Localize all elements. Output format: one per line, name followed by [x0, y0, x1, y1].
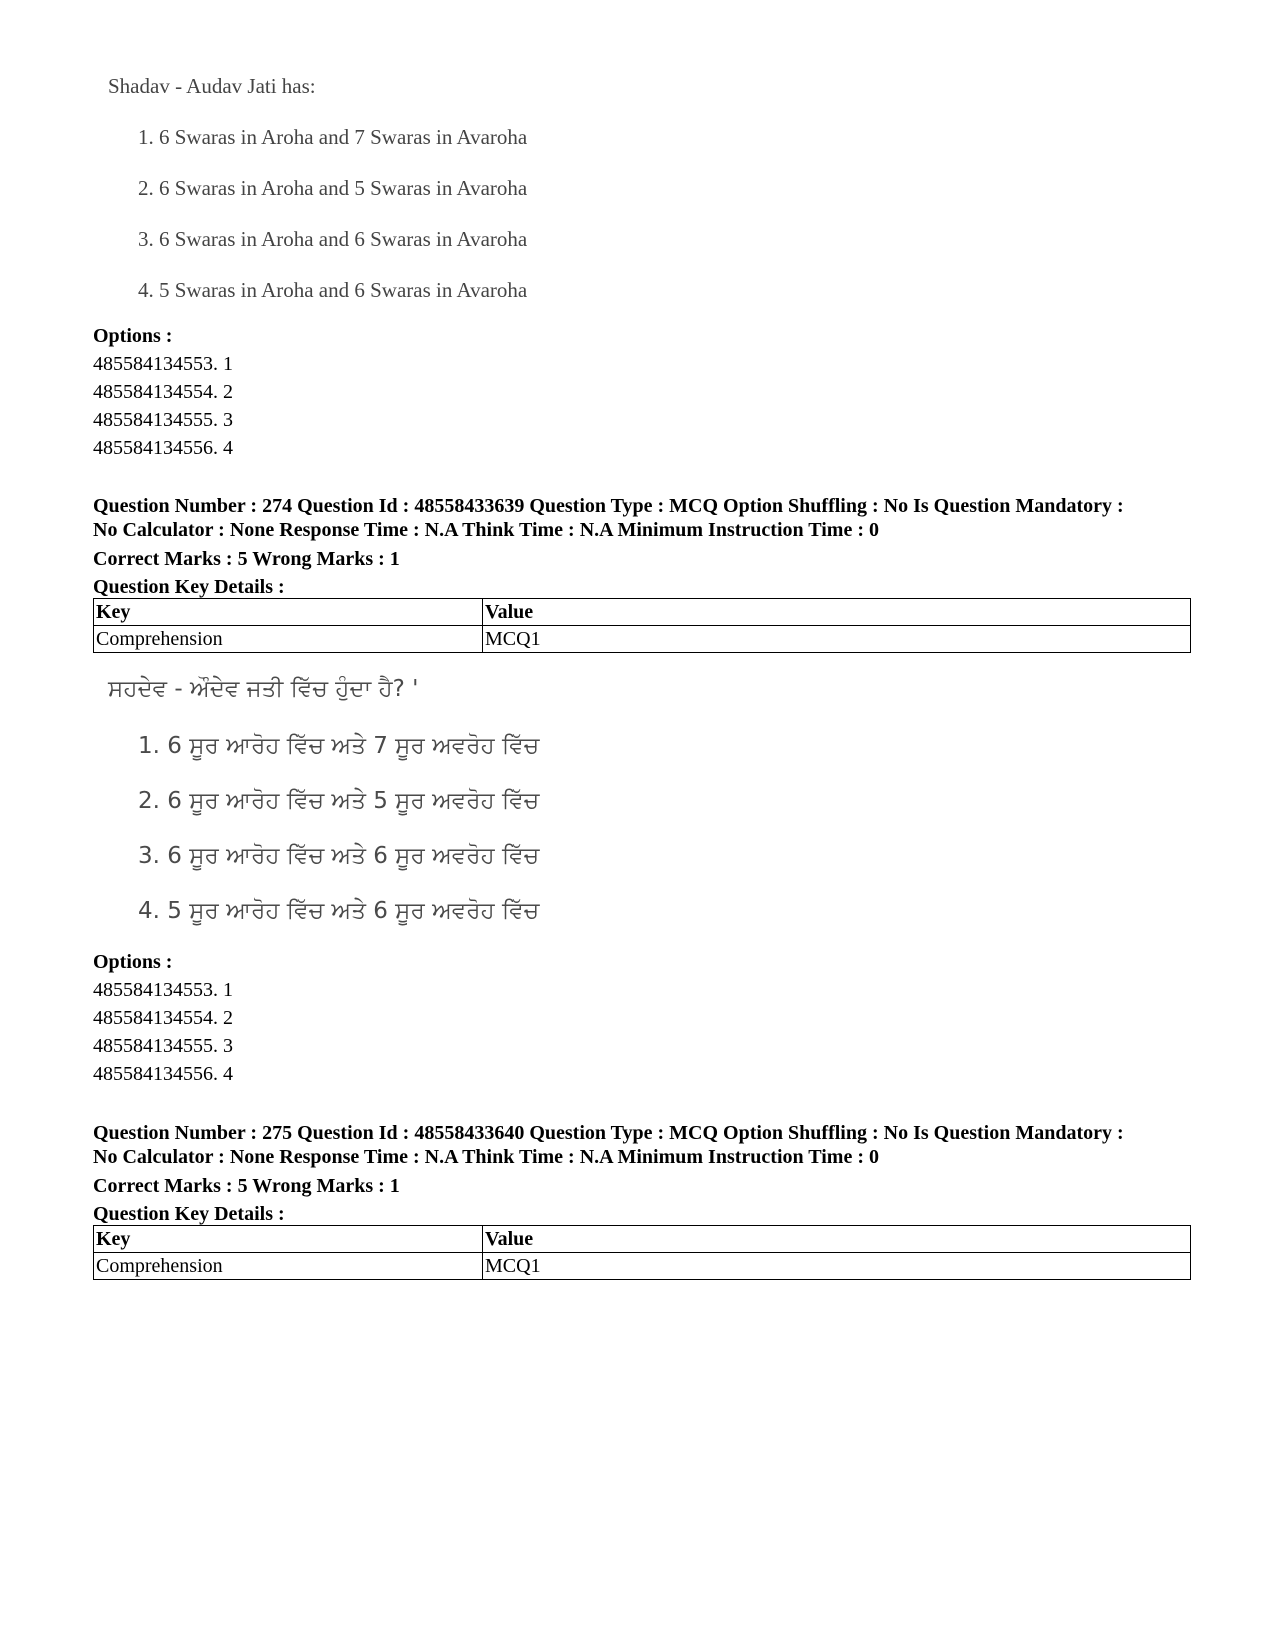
options-section: [93, 948, 1193, 1088]
question-header-274: [93, 494, 1193, 601]
question-meta-line: No Calculator : None Response Time : N.A Think Time : N.A Minimum Instruction Time : 0: [93, 1146, 879, 1168]
question-key-details-label: Question Key Details :: [93, 576, 285, 598]
question-meta-line: Question Number : 274 Question Id : 48558433639 Question Type : MCQ Option Shuffling : No Is Question Mandatory :: [93, 495, 1124, 517]
table-cell: Comprehension: [94, 1253, 483, 1280]
question-option: 1. 6 ਸੂਰ ਆਰੋਹ ਵਿੱਚ ਅਤੇ 7 ਸੂਰ ਅਵਰੋਹ ਵਿੱਚ: [138, 733, 540, 759]
option-item: 485584134554. 2: [93, 1007, 233, 1029]
table-header-cell: Value: [483, 599, 1191, 626]
question-option: 4. 5 ਸੂਰ ਆਰੋਹ ਵਿੱਚ ਅਤੇ 6 ਸੂਰ ਅਵਰੋਹ ਵਿੱਚ: [138, 898, 540, 924]
table-cell: Comprehension: [94, 626, 483, 653]
question-key-table: [93, 1225, 1191, 1280]
question-marks: Correct Marks : 5 Wrong Marks : 1: [93, 548, 400, 570]
options-section: [93, 322, 1193, 462]
table-header-cell: Value: [483, 1226, 1191, 1253]
table-header-cell: Key: [94, 599, 483, 626]
table-cell: MCQ1: [483, 1253, 1191, 1280]
question-option: 3. 6 Swaras in Aroha and 6 Swaras in Avaroha: [138, 227, 528, 251]
option-item: 485584134555. 3: [93, 1035, 233, 1057]
table-header-row: [94, 1226, 1191, 1253]
options-label: Options :: [93, 951, 173, 973]
question-meta-line: No Calculator : None Response Time : N.A Think Time : N.A Minimum Instruction Time : 0: [93, 519, 879, 541]
question-meta-line: Question Number : 275 Question Id : 48558433640 Question Type : MCQ Option Shuffling : No Is Question Mandatory :: [93, 1122, 1124, 1144]
table-row: [94, 1253, 1191, 1280]
question-option: 4. 5 Swaras in Aroha and 6 Swaras in Avaroha: [138, 278, 528, 302]
option-item: 485584134553. 1: [93, 979, 233, 1001]
question-key-details-label: Question Key Details :: [93, 1203, 285, 1225]
question-option: 2. 6 ਸੂਰ ਆਰੋਹ ਵਿੱਚ ਅਤੇ 5 ਸੂਰ ਅਵਰੋਹ ਵਿੱਚ: [138, 788, 540, 814]
options-label: Options :: [93, 325, 173, 347]
question-option: 2. 6 Swaras in Aroha and 5 Swaras in Avaroha: [138, 176, 528, 200]
option-item: 485584134553. 1: [93, 353, 233, 375]
question-header-275: [93, 1121, 1193, 1228]
table-row: [94, 626, 1191, 653]
question-option: 3. 6 ਸੂਰ ਆਰੋਹ ਵਿੱਚ ਅਤੇ 6 ਸੂਰ ਅਵਰੋਹ ਵਿੱਚ: [138, 843, 540, 869]
option-item: 485584134555. 3: [93, 409, 233, 431]
table-header-row: [94, 599, 1191, 626]
question-stem: ਸਹਦੇਵ - ਔਦੇਵ ਜਤੀ ਵਿੱਚ ਹੁੰਦਾ ਹੈ? ': [108, 676, 419, 702]
option-item: 485584134554. 2: [93, 381, 233, 403]
question-key-table: [93, 598, 1191, 653]
table-cell: MCQ1: [483, 626, 1191, 653]
option-item: 485584134556. 4: [93, 1063, 233, 1085]
table-header-cell: Key: [94, 1226, 483, 1253]
option-item: 485584134556. 4: [93, 437, 233, 459]
question-option: 1. 6 Swaras in Aroha and 7 Swaras in Avaroha: [138, 125, 528, 149]
question-stem: Shadav - Audav Jati has:: [108, 74, 316, 98]
question-marks: Correct Marks : 5 Wrong Marks : 1: [93, 1175, 400, 1197]
